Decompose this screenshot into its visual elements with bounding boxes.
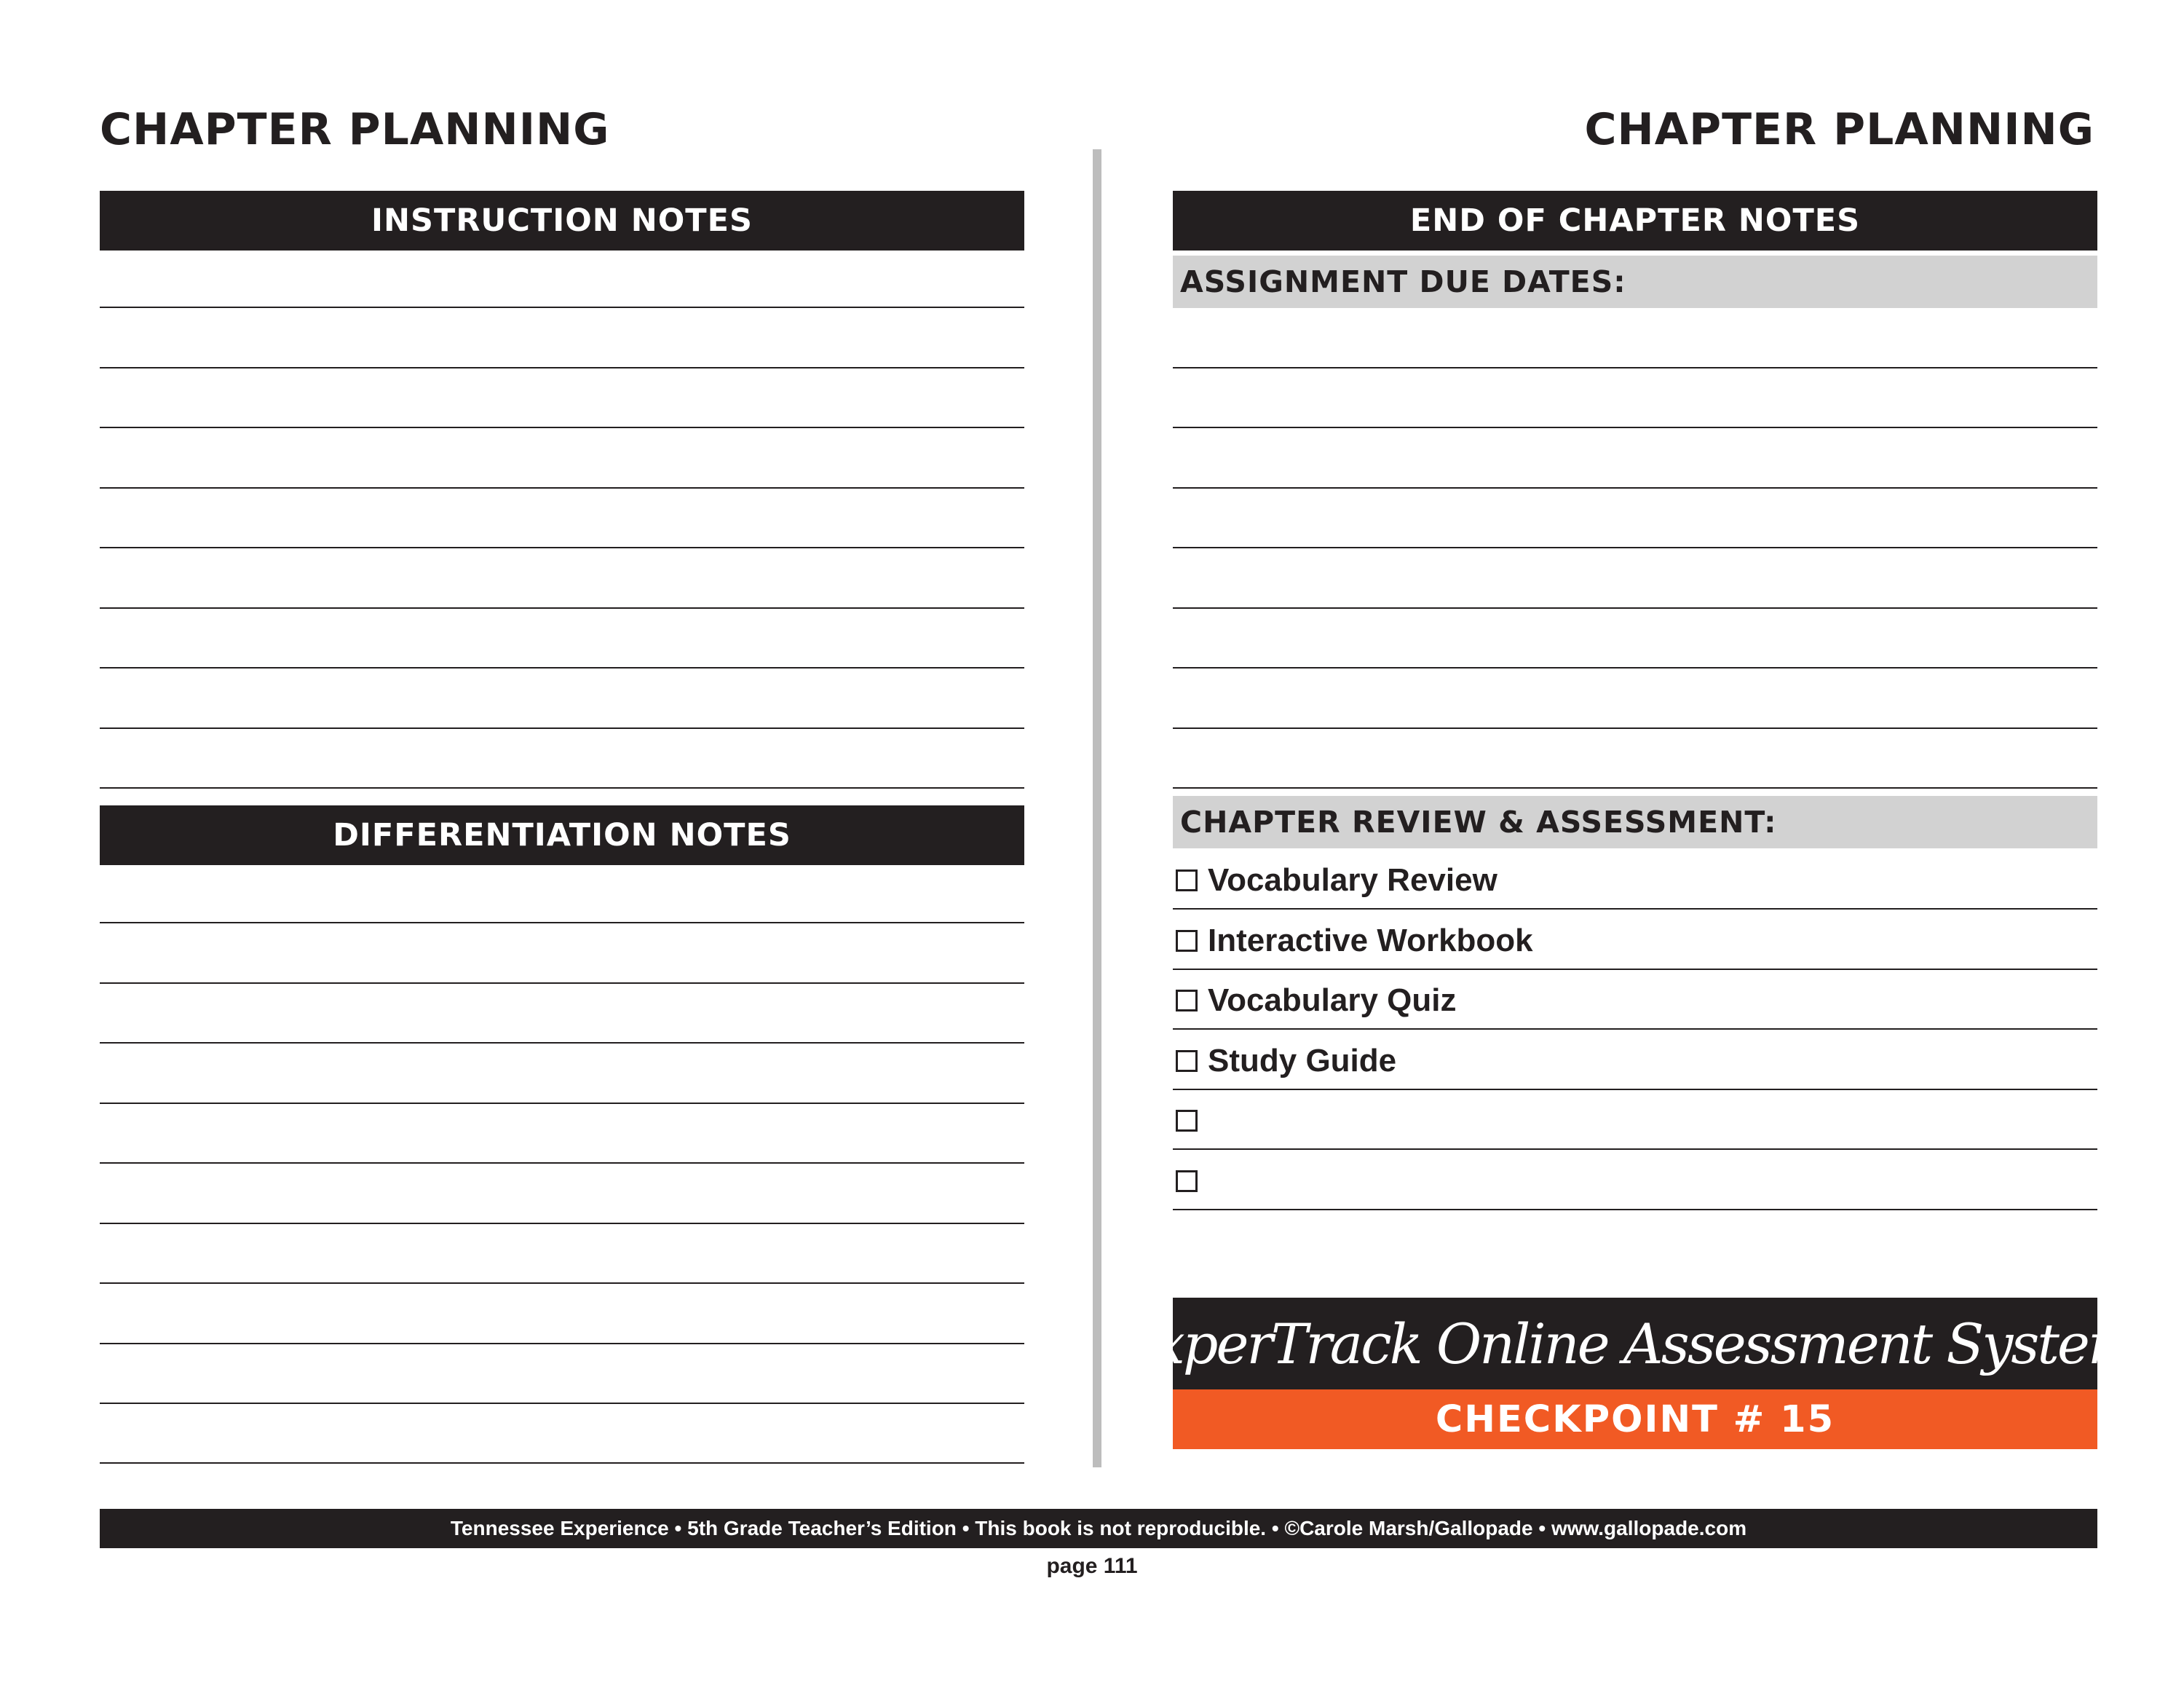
- checkbox[interactable]: [1176, 990, 1198, 1011]
- writing-line: [100, 367, 1024, 368]
- writing-line: [100, 1343, 1024, 1344]
- writing-line: [100, 667, 1024, 669]
- writing-line: [1173, 367, 2097, 368]
- instruction-notes-header: INSTRUCTION NOTES: [100, 191, 1024, 251]
- checklist-item-vocabulary-review[interactable]: [1173, 851, 2097, 910]
- checklist-item-study-guide[interactable]: [1173, 1032, 2097, 1090]
- writing-line: [100, 1462, 1024, 1464]
- checklist-item-label: Vocabulary Quiz: [1208, 982, 1457, 1018]
- checkbox[interactable]: [1176, 1110, 1198, 1132]
- writing-line: [100, 307, 1024, 308]
- writing-line: [1173, 1089, 2097, 1090]
- right-page-title: CHAPTER PLANNING: [1584, 104, 2094, 155]
- writing-line: [100, 787, 1024, 789]
- writing-line: [100, 727, 1024, 729]
- checkbox[interactable]: [1176, 1050, 1198, 1072]
- writing-line: [100, 1042, 1024, 1044]
- writing-line: [100, 1162, 1024, 1164]
- checkbox[interactable]: [1176, 930, 1198, 952]
- end-of-chapter-notes-header: END OF CHAPTER NOTES: [1173, 191, 2097, 251]
- writing-line: [1173, 969, 2097, 970]
- checklist-item-vocabulary-quiz[interactable]: [1173, 971, 2097, 1030]
- writing-line: [1173, 1148, 2097, 1150]
- writing-line: [1173, 1028, 2097, 1030]
- writing-line: [1173, 1209, 2097, 1210]
- page-divider: [1093, 149, 1101, 1467]
- left-page-title: CHAPTER PLANNING: [100, 104, 610, 155]
- chapter-review-assessment-label: CHAPTER REVIEW & ASSESSMENT:: [1173, 796, 2097, 848]
- writing-line: [1173, 487, 2097, 489]
- differentiation-notes-header: DIFFERENTIATION NOTES: [100, 805, 1024, 865]
- writing-line: [100, 1403, 1024, 1404]
- writing-line: [100, 547, 1024, 548]
- writing-line: [1173, 667, 2097, 669]
- writing-line: [100, 1282, 1024, 1284]
- writing-line: [100, 487, 1024, 489]
- expertrack-banner: ExperTrack Online Assessment System:: [1173, 1298, 2097, 1389]
- writing-line: [1173, 727, 2097, 729]
- writing-line: [1173, 547, 2097, 548]
- writing-line: [1173, 427, 2097, 428]
- writing-line: [100, 922, 1024, 923]
- footer-bar: Tennessee Experience • 5th Grade Teacher’s Edition • This book is not reproducible. • ©Carole Marsh/Gallopade • www.gallopade.com: [100, 1509, 2097, 1548]
- writing-line: [100, 1103, 1024, 1104]
- page-number: page 111: [1046, 1554, 1138, 1578]
- assignment-due-dates-label: ASSIGNMENT DUE DATES:: [1173, 256, 2097, 308]
- writing-line: [100, 982, 1024, 984]
- writing-line: [1173, 787, 2097, 789]
- writing-line: [1173, 607, 2097, 609]
- checklist-item-interactive-workbook[interactable]: [1173, 912, 2097, 970]
- writing-line: [100, 427, 1024, 428]
- checkbox[interactable]: [1176, 1170, 1198, 1192]
- checklist-item-label: Interactive Workbook: [1208, 923, 1533, 958]
- checklist-item-blank[interactable]: [1173, 1092, 2097, 1150]
- checkpoint-label: CHECKPOINT # 15: [1173, 1389, 2097, 1449]
- writing-line: [100, 607, 1024, 609]
- checklist-item-label: Study Guide: [1208, 1043, 1397, 1078]
- checklist-item-label: Vocabulary Review: [1208, 862, 1497, 898]
- checklist-item-blank[interactable]: [1173, 1152, 2097, 1210]
- writing-line: [1173, 908, 2097, 910]
- checkbox[interactable]: [1176, 869, 1198, 891]
- writing-line: [100, 1223, 1024, 1224]
